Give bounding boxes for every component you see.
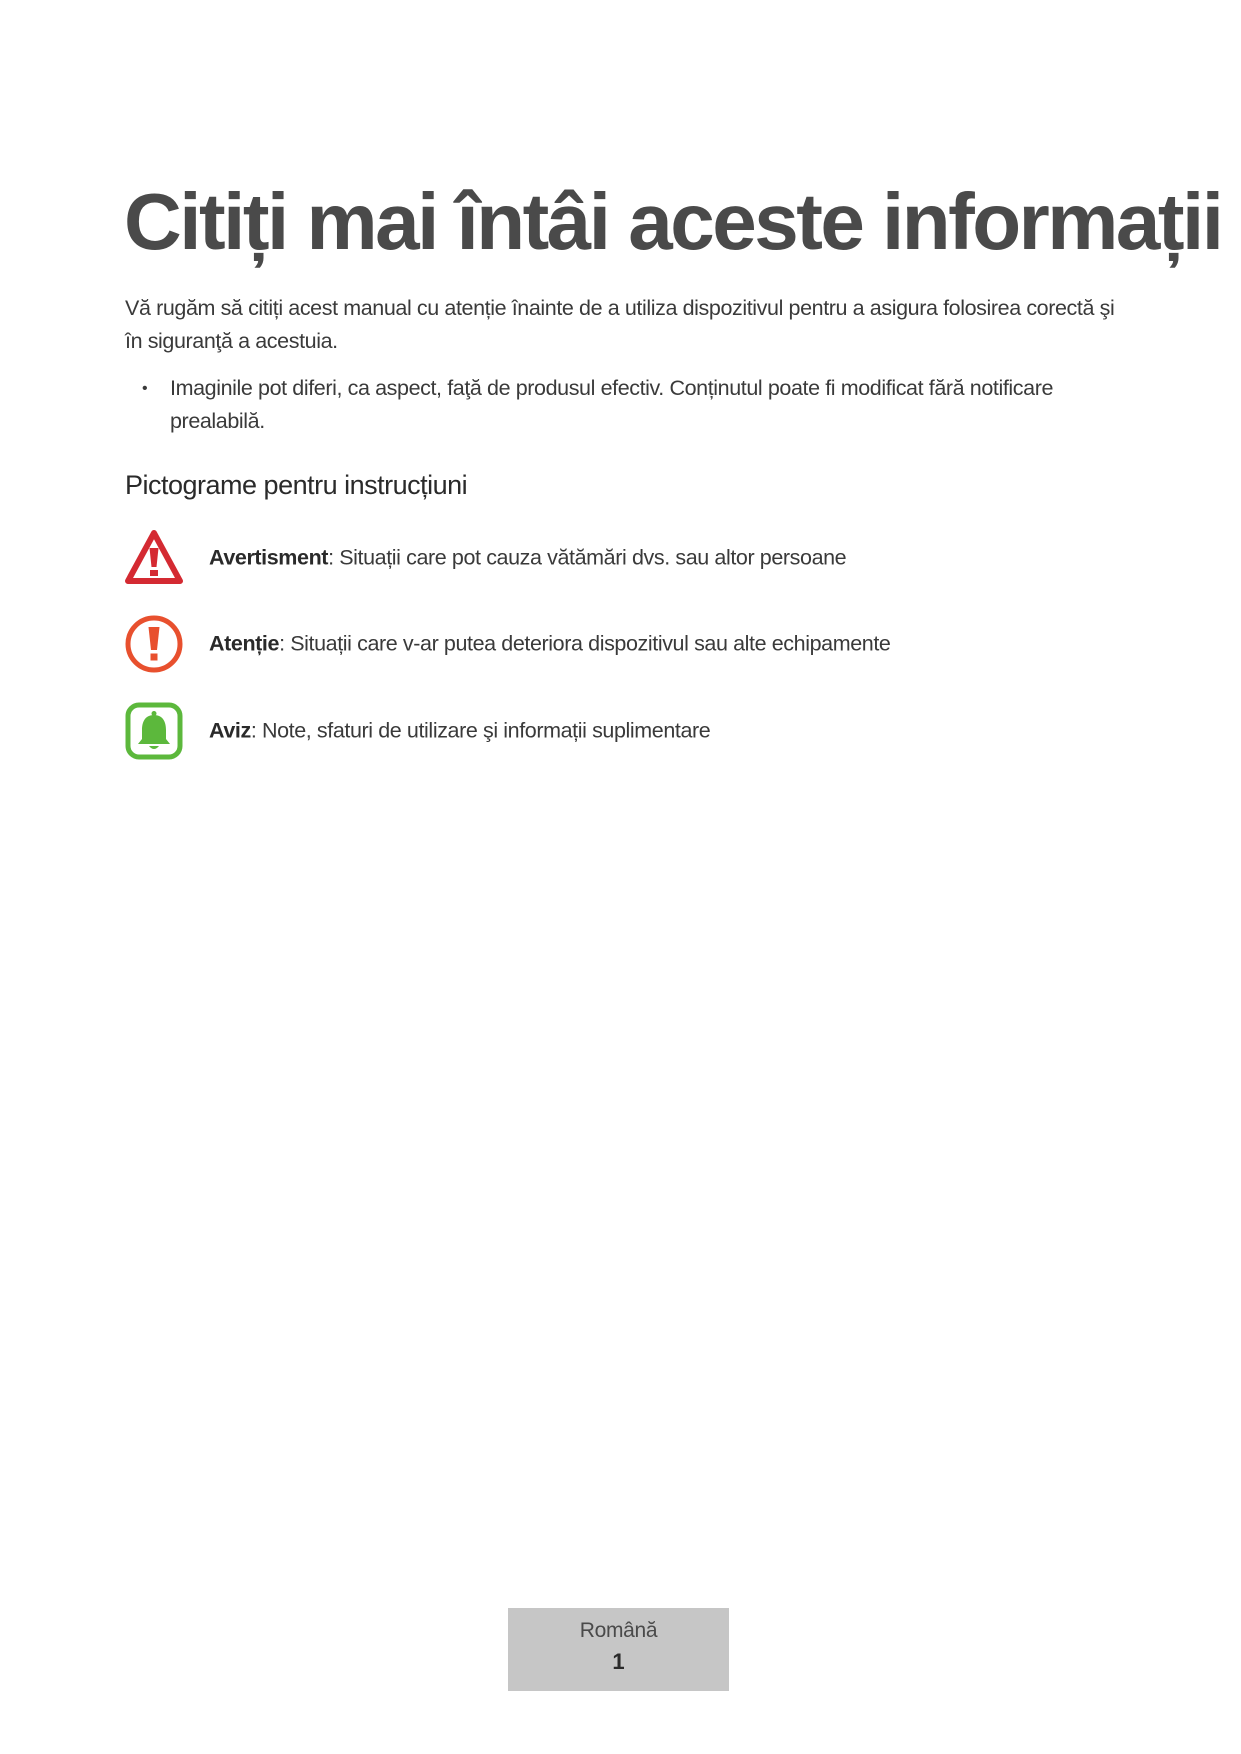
caution-text bbox=[209, 632, 890, 657]
notice-description: : Note, sfaturi de utilizare şi informații suplimentare bbox=[250, 718, 711, 743]
bullet-text: Imaginile pot diferi, ca aspect, faţă de produsul efectiv. Conținutul poate fi modificat fără notificare prealabilă. bbox=[170, 376, 1054, 433]
bullet-list bbox=[125, 372, 1115, 438]
warning-term: Avertisment bbox=[209, 545, 329, 570]
intro-paragraph: Vă rugăm să citiți acest manual cu atenție înainte de a utiliza dispozitivul pentru a asigura folosirea corectă şi în siguranţă a acestuia. bbox=[125, 296, 1115, 353]
caution-term: Atenție bbox=[209, 631, 280, 656]
notice-text bbox=[209, 719, 710, 744]
notice-term: Aviz bbox=[209, 718, 251, 743]
caution-exclamation-icon bbox=[124, 614, 184, 674]
caution-description: : Situații care v-ar putea deteriora dispozitivul sau alte echipamente bbox=[279, 631, 891, 656]
footer-language: Română bbox=[579, 1619, 658, 1642]
page-footer bbox=[508, 1608, 729, 1691]
page-number: 1 bbox=[612, 1649, 625, 1674]
list-item bbox=[125, 372, 1115, 438]
warning-row bbox=[124, 528, 1124, 588]
warning-description: : Situații care pot cauza vătămări dvs. sau altor persoane bbox=[328, 545, 847, 570]
caution-row bbox=[124, 614, 1124, 674]
page-title: Citiți mai întâi aceste informații bbox=[124, 177, 1222, 266]
warning-triangle-icon bbox=[124, 528, 184, 588]
notice-row bbox=[124, 701, 1124, 761]
section-heading: Pictograme pentru instrucțiuni bbox=[125, 470, 468, 500]
notice-bell-icon bbox=[124, 701, 184, 761]
bullet-dot: • bbox=[142, 380, 148, 397]
warning-text bbox=[209, 546, 846, 571]
